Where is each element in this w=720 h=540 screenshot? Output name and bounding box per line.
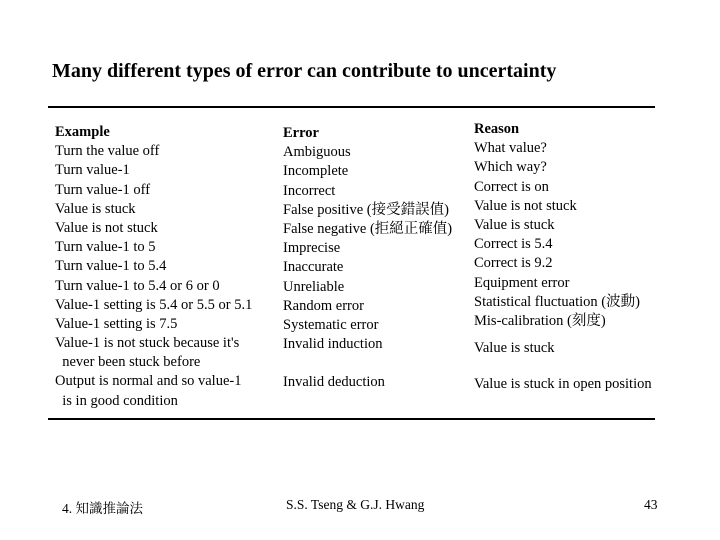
error-row: Unreliable [283, 278, 345, 295]
reason-column [474, 120, 640, 331]
example-row: Value-1 is not stuck because it's [55, 335, 240, 352]
example-row: Value is not stuck [55, 219, 158, 236]
reason-row: Value is stuck [474, 340, 555, 356]
example-row: never been stuck before [55, 354, 201, 371]
error-row: False positive (接受錯誤值) [283, 201, 449, 218]
error-row: Invalid induction [283, 336, 383, 353]
example-row: Value-1 setting is 7.5 [55, 315, 178, 332]
reason-row: Value is stuck [474, 216, 555, 233]
error-row: Inaccurate [283, 259, 344, 276]
reason-row: Value is not stuck [474, 197, 577, 214]
reason-row: Equipment error [474, 274, 570, 291]
footer-authors: S.S. Tseng & G.J. Hwang [286, 497, 425, 512]
error-column [283, 124, 452, 393]
top-divider [48, 106, 655, 108]
example-row: Value-1 setting is 5.4 or 5.5 or 5.1 [55, 296, 253, 313]
error-row: Systematic error [283, 316, 379, 333]
slide-title: Many different types of error can contribute to uncertainty [52, 60, 557, 82]
reason-header: Reason [474, 121, 520, 137]
example-header: Example [55, 124, 110, 140]
error-row: Invalid deduction [283, 374, 385, 391]
example-row: is in good condition [55, 392, 178, 409]
error-row: Incorrect [283, 182, 336, 199]
reason-row: Correct is 5.4 [474, 236, 553, 253]
example-row: Turn value-1 [55, 162, 130, 179]
example-column [55, 123, 252, 411]
footer-chapter: 4. 知識推論法 [62, 501, 143, 516]
reason-row: Statistical fluctuation (波動) [474, 293, 640, 310]
bottom-divider [48, 418, 655, 420]
reason-row: Value is stuck in open position [474, 376, 652, 392]
example-row: Output is normal and so value-1 [55, 373, 242, 390]
example-row: Turn the value off [55, 143, 160, 160]
example-row: Turn value-1 to 5.4 [55, 258, 167, 275]
reason-row: Correct is 9.2 [474, 255, 553, 272]
page-number: 43 [644, 497, 658, 512]
reason-row: What value? [474, 140, 547, 157]
error-row: Ambiguous [283, 144, 351, 161]
reason-row: Correct is on [474, 178, 549, 195]
reason-row: Which way? [474, 159, 547, 176]
example-row: Turn value-1 to 5.4 or 6 or 0 [55, 277, 220, 294]
error-row: False negative (拒絕正確值) [283, 220, 453, 237]
example-row: Turn value-1 to 5 [55, 239, 156, 256]
error-row: Imprecise [283, 240, 341, 257]
reason-row: Mis-calibration (刻度) [474, 312, 606, 329]
error-row: Incomplete [283, 163, 349, 180]
error-header: Error [283, 125, 319, 141]
example-row: Value is stuck [55, 200, 136, 217]
error-row: Random error [283, 297, 364, 314]
error-row-spacer [283, 354, 452, 373]
example-row: Turn value-1 off [55, 181, 151, 198]
